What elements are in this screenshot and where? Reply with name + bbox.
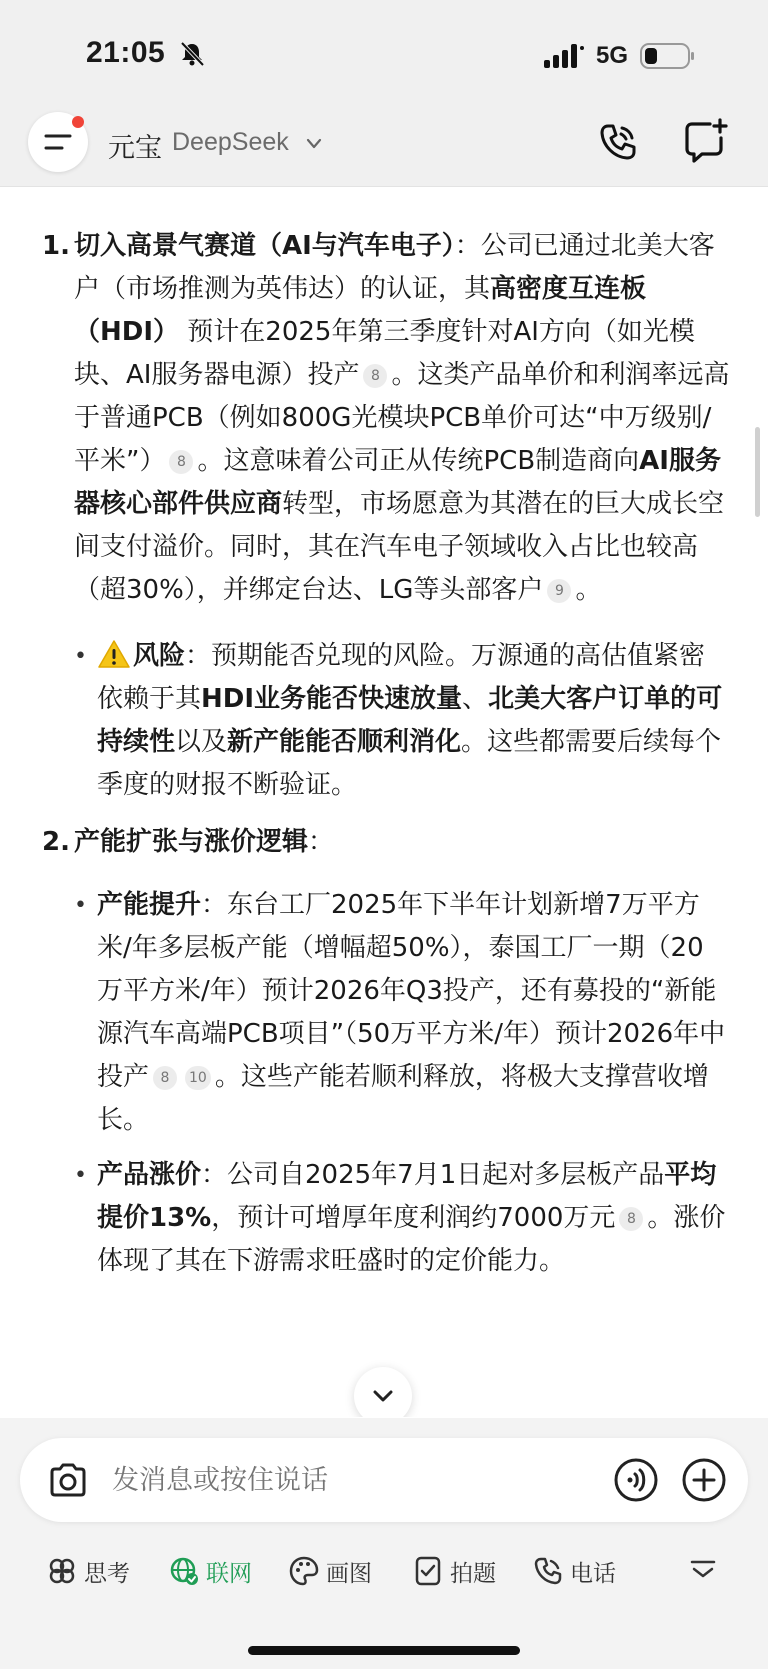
text: 、 (462, 684, 489, 714)
tool-web-search[interactable] (168, 1548, 252, 1594)
section-title: 产能扩张与涨价逻辑 (74, 827, 309, 857)
scrollbar-thumb[interactable] (755, 427, 760, 517)
citation-badge[interactable]: 8 (153, 1066, 177, 1090)
web-search-icon (168, 1555, 200, 1587)
new-chat-icon[interactable] (680, 116, 730, 166)
palette-icon (288, 1555, 320, 1587)
citation-badge[interactable]: 10 (185, 1066, 211, 1090)
bullet-dot: • (74, 644, 87, 669)
price-paragraph (97, 1154, 727, 1283)
voice-call-icon[interactable] (594, 118, 642, 166)
highlight: 平均提价13% (97, 1160, 717, 1233)
chevron-down-icon[interactable] (306, 138, 322, 150)
tool-photo-question[interactable] (412, 1548, 496, 1594)
highlight: AI服务器核心部件供应商 (74, 446, 721, 519)
section-heading (74, 821, 730, 864)
message-input[interactable] (112, 1460, 562, 1500)
chat-message-area[interactable] (0, 187, 768, 1417)
tool-label: 画图 (326, 1560, 372, 1587)
text: ：公司自2025年7月1日起对多层板产品 (201, 1160, 665, 1190)
chevron-down-icon (354, 1367, 412, 1417)
highlight: 新产能能否顺利消化 (227, 727, 462, 757)
list-number: 2. (42, 827, 70, 857)
plus-icon[interactable] (680, 1456, 728, 1504)
model-selector[interactable]: DeepSeek (172, 128, 289, 156)
text: 。涨价体现了其在下游需求旺盛时的定价能力。 (97, 1203, 726, 1276)
scroll-to-bottom-button[interactable] (354, 1367, 412, 1417)
text: 。这类产品单价和利润率远高于普通PCB（例如800G光模块PCB单价可达“中万级别/平米”） (74, 360, 730, 476)
citation-badge[interactable]: 8 (619, 1207, 643, 1231)
status-time: 21:05 (86, 36, 166, 69)
citation-badge[interactable]: 8 (169, 450, 193, 474)
citation-badge[interactable]: 9 (547, 579, 571, 603)
tool-phone[interactable] (532, 1548, 616, 1594)
highlight: 高密度互连板（HDI） (74, 274, 647, 347)
text: 以及 (175, 727, 228, 757)
highlight: HDI业务能否快速放量 (201, 684, 463, 714)
paragraph-ai-auto (74, 225, 730, 612)
tool-label: 拍题 (450, 1560, 496, 1587)
text: 转型，市场愿意为其潜在的巨大成长空间支付溢价。同时，其在汽车电子领域收入占比也较高（超30%），并绑定台达、LG等头部客户 (74, 489, 725, 605)
capacity-paragraph (97, 884, 727, 1142)
tool-label: 联网 (206, 1560, 252, 1587)
app-name: 元宝 (108, 133, 162, 164)
phone-icon (532, 1555, 564, 1587)
bullet-dot: • (74, 1163, 87, 1188)
risk-paragraph (97, 635, 727, 807)
text: 。这些产能若顺利释放，将极大支撑营收增长。 (97, 1062, 709, 1135)
home-indicator (248, 1646, 520, 1655)
notification-dot (72, 116, 84, 128)
tool-bar (0, 1548, 768, 1598)
bullet-dot: • (74, 893, 87, 918)
voice-input-icon[interactable] (612, 1456, 660, 1504)
think-icon (46, 1555, 78, 1587)
tool-label: 电话 (570, 1560, 616, 1587)
text: 预计在2025年第三季度针对AI方向（如光模块、AI服务器电源）投产 (74, 317, 695, 390)
warning-icon (97, 639, 131, 669)
status-bar (0, 0, 768, 110)
tool-draw[interactable] (288, 1548, 372, 1594)
text: ：预期能否兑现的风险。万源通的高估值紧密依赖于其 (97, 641, 706, 714)
text: ：公司已通过北美大客户（市场推测为英伟达）的认证，其 (74, 231, 715, 304)
battery-icon (640, 42, 696, 70)
citation-badge[interactable]: 8 (363, 364, 387, 388)
tool-label: 思考 (84, 1560, 130, 1587)
text: ：东台工厂2025年下半年计划新增7万平方米/年多层板产能（增幅超50%），泰国工厂一期（20万平方米/年）预计2026年Q3投产，还有募投的“新能源汽车高端PCB项目”（50万平方米/年）预计2026年中投产 (97, 890, 726, 1092)
photo-question-icon (412, 1555, 444, 1587)
chat-header (0, 110, 768, 187)
tool-think[interactable] (46, 1548, 130, 1594)
section-title: 切入高景气赛道（AI与汽车电子） (74, 231, 455, 261)
composer-area (0, 1418, 768, 1669)
camera-icon[interactable] (44, 1456, 92, 1504)
text: ： (308, 827, 335, 857)
network-type: 5G (596, 42, 629, 69)
list-number: 1. (42, 231, 70, 261)
collapse-toolbar-icon[interactable] (688, 1554, 718, 1584)
bullet-title: 产能提升 (97, 890, 202, 920)
highlight: 北美大客户订单的可持续性 (97, 684, 723, 757)
text: 。这些都需要后续每个季度的财报不断验证。 (97, 727, 722, 800)
bell-muted-icon (178, 40, 206, 68)
risk-title: 风险 (133, 641, 186, 671)
text: ，预计可增厚年度利润约7000万元 (211, 1203, 616, 1233)
text: 。这意味着公司正从传统PCB制造商向 (197, 446, 640, 476)
signal-icon (544, 44, 586, 68)
text: 。 (575, 575, 602, 605)
bullet-title: 产品涨价 (97, 1160, 202, 1190)
message-input-box[interactable] (20, 1438, 748, 1522)
